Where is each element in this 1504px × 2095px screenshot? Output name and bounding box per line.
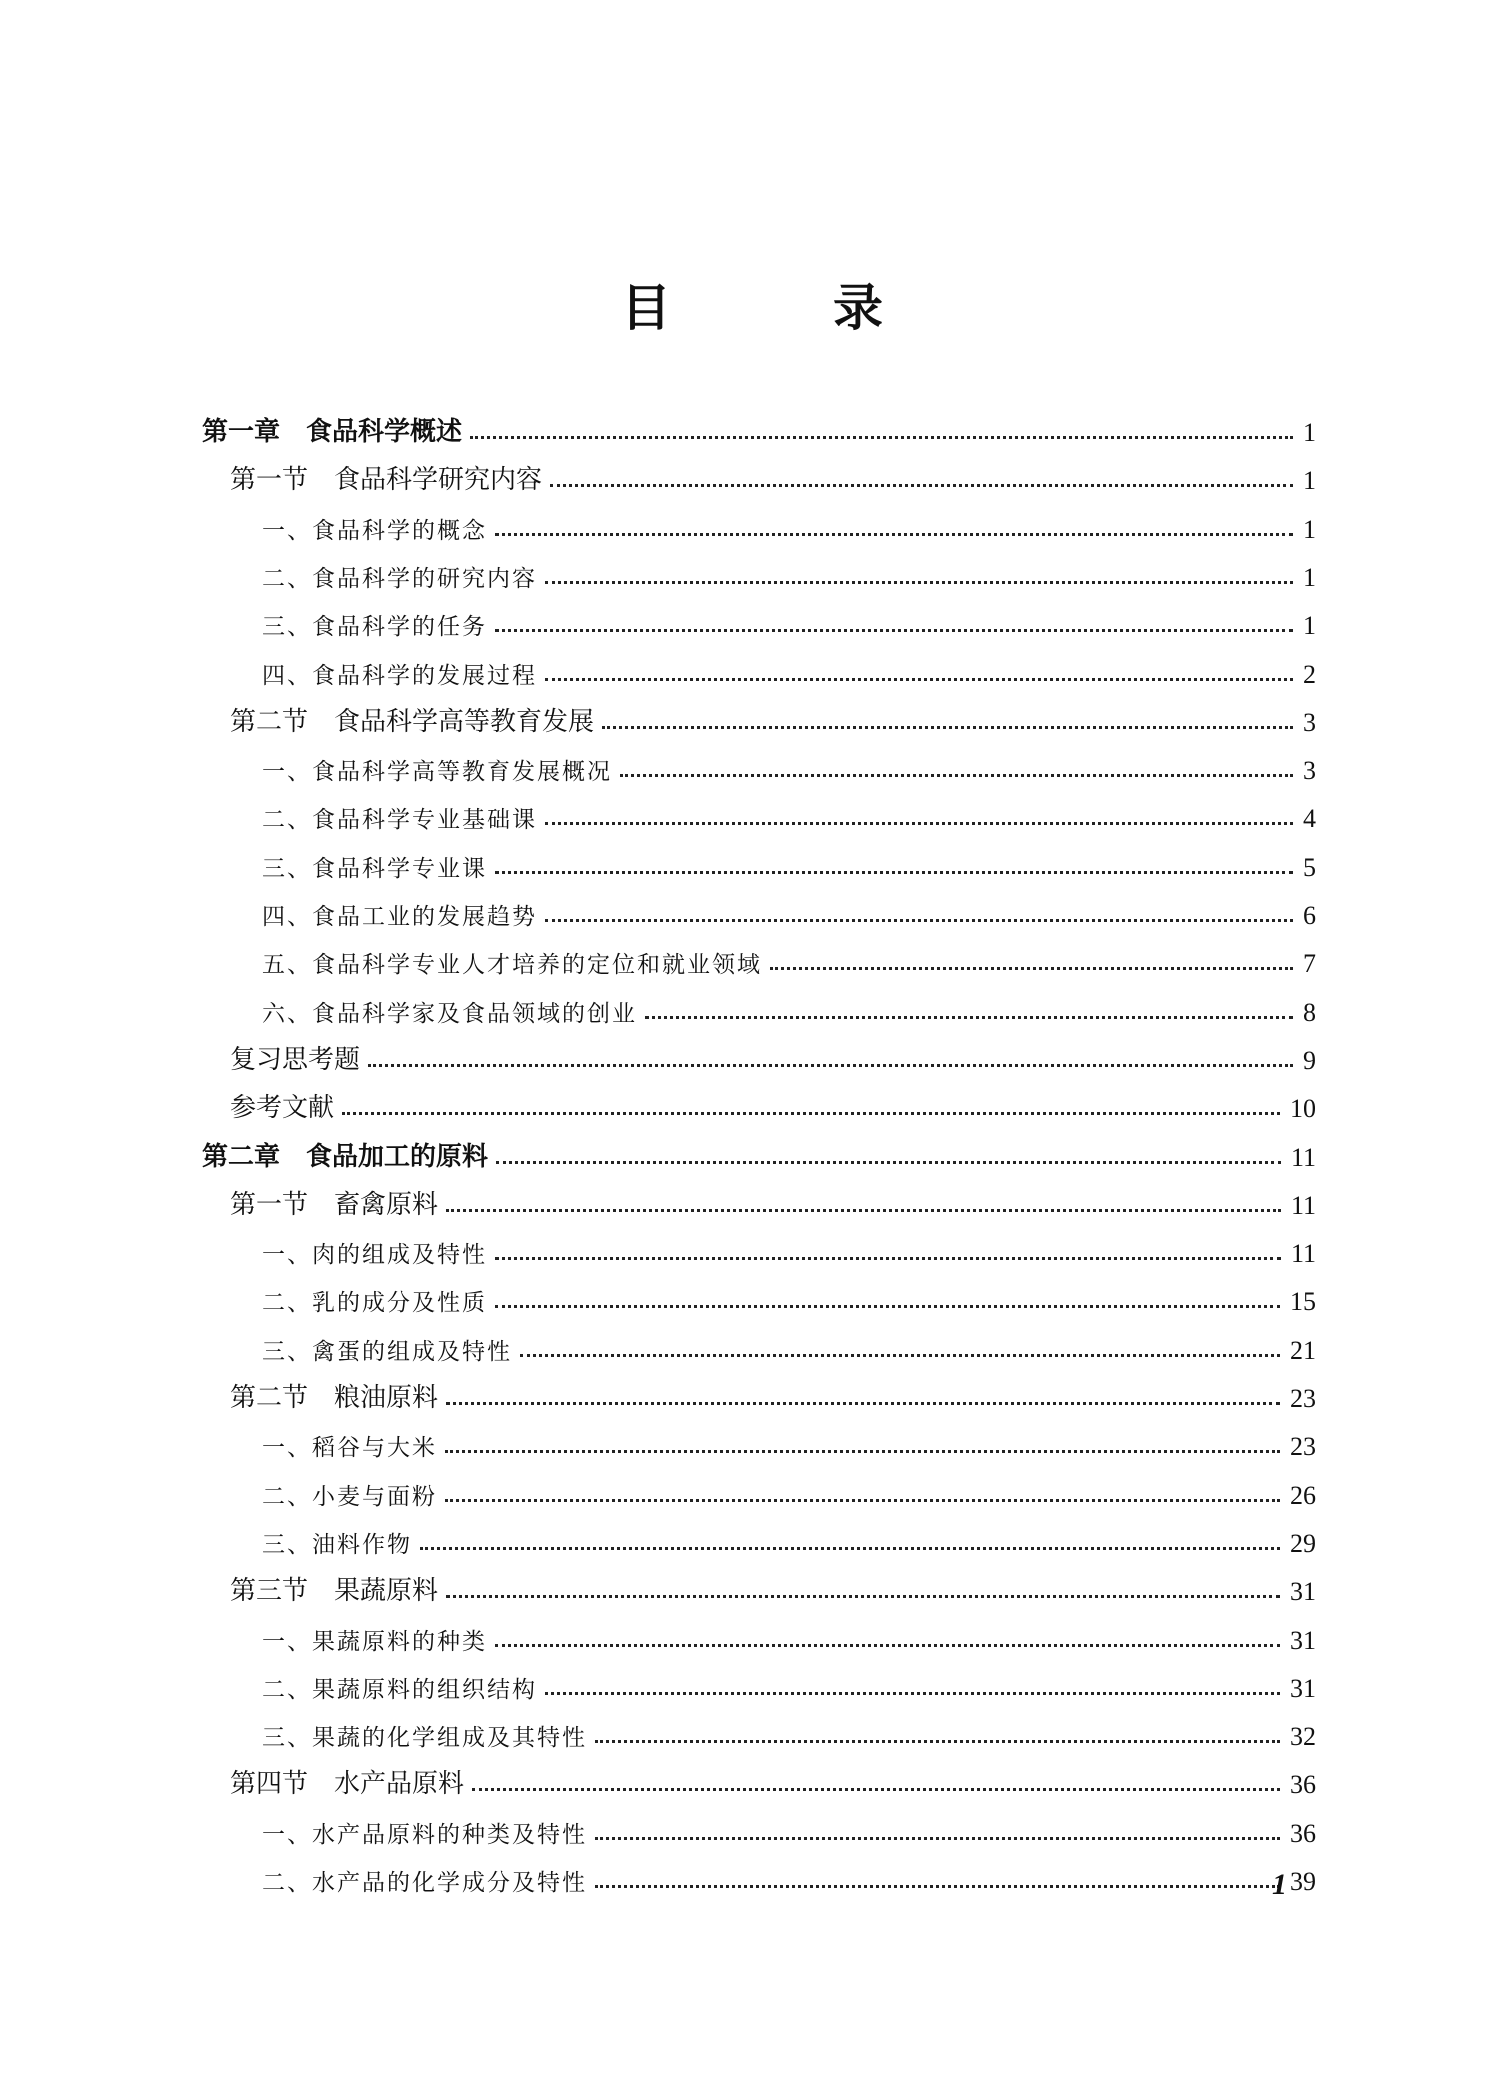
toc-entry-item[interactable]	[262, 746, 1316, 786]
toc-entry-page: 2	[1303, 659, 1316, 689]
toc-entry-item[interactable]	[262, 1326, 1316, 1366]
toc-entry-section[interactable]	[230, 456, 1316, 496]
toc-entry-page: 29	[1290, 1528, 1316, 1558]
toc-entry-page: 3	[1303, 756, 1316, 786]
toc-entry-label: 四、食品工业的发展趋势	[262, 904, 537, 930]
toc-entry-label: 一、肉的组成及特性	[262, 1242, 487, 1269]
toc-entry-page: 4	[1303, 804, 1316, 834]
toc-leader-dots	[472, 1788, 1280, 1791]
toc-entry-label: 一、稻谷与大米	[262, 1435, 437, 1462]
toc-entry-page: 23	[1290, 1384, 1316, 1413]
toc-entry-item[interactable]	[262, 1277, 1316, 1317]
toc-leader-dots	[545, 919, 1293, 922]
toc-entry-label: 第一章 食品科学概述	[202, 417, 463, 447]
toc-entry-label: 三、食品科学专业课	[262, 855, 487, 882]
toc-entry-section[interactable]	[230, 1036, 1316, 1076]
toc-entry-label: 二、水产品的化学成分及特性	[262, 1870, 587, 1896]
toc-entry-page: 11	[1290, 1239, 1316, 1269]
toc-leader-dots	[545, 822, 1293, 825]
toc-leader-dots	[620, 774, 1293, 777]
toc-entry-page: 1	[1303, 562, 1316, 592]
toc-entry-chapter[interactable]	[202, 408, 1316, 448]
toc-entry-label: 六、食品科学家及食品领域的创业	[262, 1000, 637, 1027]
toc-entry-page: 1	[1303, 466, 1316, 496]
toc-entry-page: 1	[1303, 418, 1316, 447]
toc-leader-dots	[446, 1402, 1280, 1405]
toc-entry-page: 31	[1290, 1625, 1316, 1655]
toc-entry-label: 参考文献	[230, 1093, 335, 1124]
toc-entry-label: 第一节 畜禽原料	[230, 1189, 439, 1220]
toc-entry-section[interactable]	[230, 1567, 1316, 1607]
toc-leader-dots	[445, 1450, 1280, 1453]
toc-leader-dots	[446, 1209, 1281, 1212]
toc-entry-label: 二、小麦与面粉	[262, 1483, 437, 1510]
page-title: 目 录	[621, 279, 939, 337]
toc-leader-dots	[520, 1354, 1280, 1357]
toc-entry-page: 11	[1290, 1190, 1316, 1220]
toc-entry-item[interactable]	[262, 794, 1316, 834]
toc-leader-dots	[495, 629, 1293, 632]
toc-entry-item[interactable]	[262, 843, 1316, 883]
toc-entry-label: 第三节 果蔬原料	[230, 1576, 439, 1607]
toc-entry-page: 8	[1303, 997, 1316, 1027]
toc-leader-dots	[495, 871, 1293, 874]
toc-entry-item[interactable]	[262, 1422, 1316, 1462]
toc-entry-label: 三、食品科学的任务	[262, 614, 487, 641]
toc-entry-label: 一、食品科学高等教育发展概况	[262, 759, 612, 786]
toc-leader-dots	[420, 1547, 1280, 1550]
toc-leader-dots	[495, 1257, 1281, 1260]
toc-entry-label: 三、油料作物	[262, 1531, 412, 1558]
toc-leader-dots	[595, 1885, 1280, 1888]
toc-entry-section[interactable]	[230, 1374, 1316, 1414]
toc-entry-page: 23	[1290, 1432, 1316, 1462]
toc-entry-item[interactable]	[262, 1229, 1316, 1269]
toc-entry-page: 9	[1303, 1045, 1316, 1075]
toc-entry-chapter[interactable]	[202, 1133, 1316, 1173]
toc-entry-page: 36	[1290, 1818, 1316, 1848]
toc-entry-item[interactable]	[262, 1616, 1316, 1656]
toc-entry-label: 第二节 粮油原料	[230, 1383, 439, 1413]
toc-entry-page: 21	[1290, 1335, 1316, 1365]
toc-entry-item[interactable]	[262, 939, 1316, 979]
toc-entry-page: 11	[1290, 1142, 1316, 1172]
toc-entry-label: 复习思考题	[230, 1044, 361, 1075]
toc-entry-label: 二、果蔬原料的组织结构	[262, 1676, 537, 1703]
toc-entry-page: 15	[1290, 1287, 1316, 1317]
toc-entry-label: 五、食品科学专业人才培养的定位和就业领域	[262, 952, 762, 979]
toc-leader-dots	[495, 1305, 1280, 1308]
toc-entry-label: 二、乳的成分及性质	[262, 1290, 487, 1317]
toc-entry-item[interactable]	[262, 988, 1316, 1028]
toc-entry-label: 二、食品科学专业基础课	[262, 807, 537, 834]
toc-leader-dots	[496, 1161, 1281, 1164]
toc-entry-label: 三、果蔬的化学组成及其特性	[262, 1725, 587, 1752]
toc-entry-label: 四、食品科学的发展过程	[262, 662, 537, 689]
toc-leader-dots	[545, 678, 1293, 681]
toc-leader-dots	[770, 967, 1293, 970]
toc-leader-dots	[645, 1016, 1293, 1019]
toc-entry-page: 32	[1290, 1722, 1316, 1752]
toc-entry-page: 1	[1303, 514, 1316, 544]
toc-entry-label: 第四节 水产品原料	[230, 1769, 465, 1800]
toc-entry-label: 一、果蔬原料的种类	[262, 1628, 487, 1655]
toc-entry-page: 39	[1290, 1867, 1316, 1896]
toc-entry-item[interactable]	[262, 1712, 1316, 1752]
toc-entry-page: 3	[1303, 707, 1316, 737]
toc-entry-page: 36	[1290, 1770, 1316, 1800]
toc-leader-dots	[595, 1837, 1280, 1840]
toc-entry-item[interactable]	[262, 601, 1316, 641]
toc-entry-label: 一、食品科学的概念	[262, 517, 487, 544]
toc-entry-label: 三、禽蛋的组成及特性	[262, 1338, 512, 1365]
toc-entry-item[interactable]	[262, 505, 1316, 545]
toc-leader-dots	[495, 533, 1293, 536]
page-number: 1	[1272, 1868, 1287, 1901]
toc-leader-dots	[545, 581, 1293, 584]
toc-leader-dots	[545, 1692, 1280, 1695]
toc-leader-dots	[368, 1064, 1293, 1067]
toc-entry-item[interactable]	[262, 1471, 1316, 1511]
toc-leader-dots	[470, 436, 1293, 439]
toc-leader-dots	[550, 484, 1293, 487]
toc-entry-item[interactable]	[262, 1857, 1316, 1897]
toc-entry-item[interactable]	[262, 1809, 1316, 1849]
toc-leader-dots	[495, 1644, 1280, 1647]
toc-entry-page: 31	[1290, 1577, 1316, 1607]
toc-entry-label: 第二节 食品科学高等教育发展	[230, 706, 595, 737]
toc-entry-item[interactable]	[262, 650, 1316, 690]
toc-entry-item[interactable]	[262, 1664, 1316, 1704]
toc-leader-dots	[595, 1740, 1280, 1743]
toc-entry-label: 一、水产品原料的种类及特性	[262, 1821, 587, 1848]
toc-entry-item[interactable]	[262, 891, 1316, 931]
toc-entry-section[interactable]	[230, 698, 1316, 738]
toc-entry-page: 5	[1303, 852, 1316, 882]
toc-entry-label: 第一节 食品科学研究内容	[230, 465, 543, 496]
toc-entry-page: 31	[1290, 1673, 1316, 1703]
toc-entry-label: 第二章 食品加工的原料	[202, 1141, 489, 1172]
toc-leader-dots	[446, 1595, 1280, 1598]
toc-leader-dots	[445, 1499, 1280, 1502]
toc-entry-section[interactable]	[230, 1084, 1316, 1124]
toc-entry-page: 7	[1303, 949, 1316, 979]
toc-entry-item[interactable]	[262, 553, 1316, 593]
toc-leader-dots	[342, 1112, 1280, 1115]
toc-entry-item[interactable]	[262, 1519, 1316, 1559]
toc-entry-page: 1	[1303, 611, 1316, 641]
toc-entry-page: 10	[1290, 1094, 1316, 1124]
toc-entry-section[interactable]	[230, 1760, 1316, 1800]
toc-entry-page: 6	[1303, 901, 1316, 930]
toc-entry-label: 二、食品科学的研究内容	[262, 565, 537, 592]
toc-leader-dots	[602, 726, 1293, 729]
toc-entry-section[interactable]	[230, 1181, 1316, 1221]
toc-entry-page: 26	[1290, 1480, 1316, 1510]
